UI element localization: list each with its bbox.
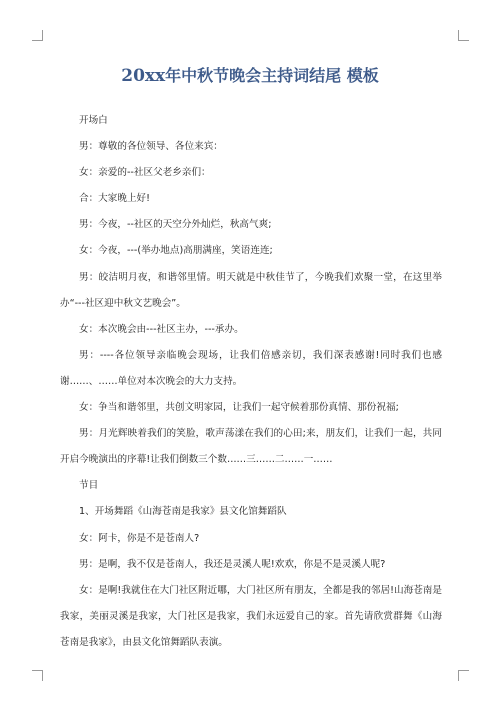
- dialogue-line: 男：尊敬的各位领导、各位来宾：: [79, 141, 223, 153]
- dialogue-line: 女：亲爱的--社区父老乡亲们：: [79, 167, 211, 179]
- dialogue-line: 男：是啊，我不仅是苍南人，我还是灵溪人呢!欢欢，你是不是灵溪人呢?: [79, 558, 386, 570]
- section-heading-opening: 开场白: [79, 115, 108, 126]
- dialogue-line: 男：----各位领导亲临晚会现场，让我们倍感亲切，我们深表感谢!同时我们也感谢……、……单位对本次晚会的大力支持。: [60, 349, 442, 387]
- dialogue-line: 女：今夜，---(举办地点)高朋满座，笑语连连;: [79, 245, 273, 257]
- title-year: 20xx: [121, 66, 166, 86]
- dialogue-line: 女：本次晚会由---社区主办，---承办。: [79, 323, 244, 335]
- crop-mark-top-right: [458, 30, 469, 41]
- crop-mark-bottom-right: [458, 670, 469, 681]
- dialogue-line: 女：争当和谐邻里，共创文明家园，让我们一起守候着那份真情、那份祝福;: [79, 402, 399, 414]
- crop-mark-bottom-left: [32, 670, 43, 681]
- dialogue-line: 男：皎洁明月夜，和谐邻里情。明天就是中秋佳节了，今晚我们欢聚一堂，在这里举办“---社区迎中秋文艺晚会”。: [60, 271, 442, 309]
- dialogue-line: 男：月光辉映着我们的笑脸，歌声荡漾在我们的心田;来，朋友们，让我们一起，共同开启今晚演出的序幕!让我们倒数三个数……三……二……一……: [60, 428, 442, 466]
- program-item: 1、开场舞蹈《山海苍南是我家》县文化馆舞蹈队: [79, 506, 287, 518]
- document-title: [40, 63, 460, 86]
- dialogue-line: 女：阿卡，你是不是苍南人?: [79, 532, 200, 544]
- dialogue-line: 男：今夜，--社区的天空分外灿烂，秋高气爽;: [79, 219, 272, 231]
- crop-mark-top-left: [32, 30, 43, 41]
- title-text: 年中秋节晚会主持词结尾 模板: [165, 66, 379, 85]
- document-body: [60, 108, 442, 656]
- section-heading-program: 节目: [79, 480, 99, 492]
- dialogue-line: 合：大家晚上好!: [79, 193, 151, 205]
- dialogue-line: 女：是啊!我就住在大门社区附近哪，大门社区所有朋友，全都是我的邻居!山海苍南是我家，美丽灵溪是我家，大门社区是我家，我们永远爱自己的家。首先请欣赏群舞《山海苍南是我家》，由县文化馆舞蹈队表演。: [60, 584, 442, 648]
